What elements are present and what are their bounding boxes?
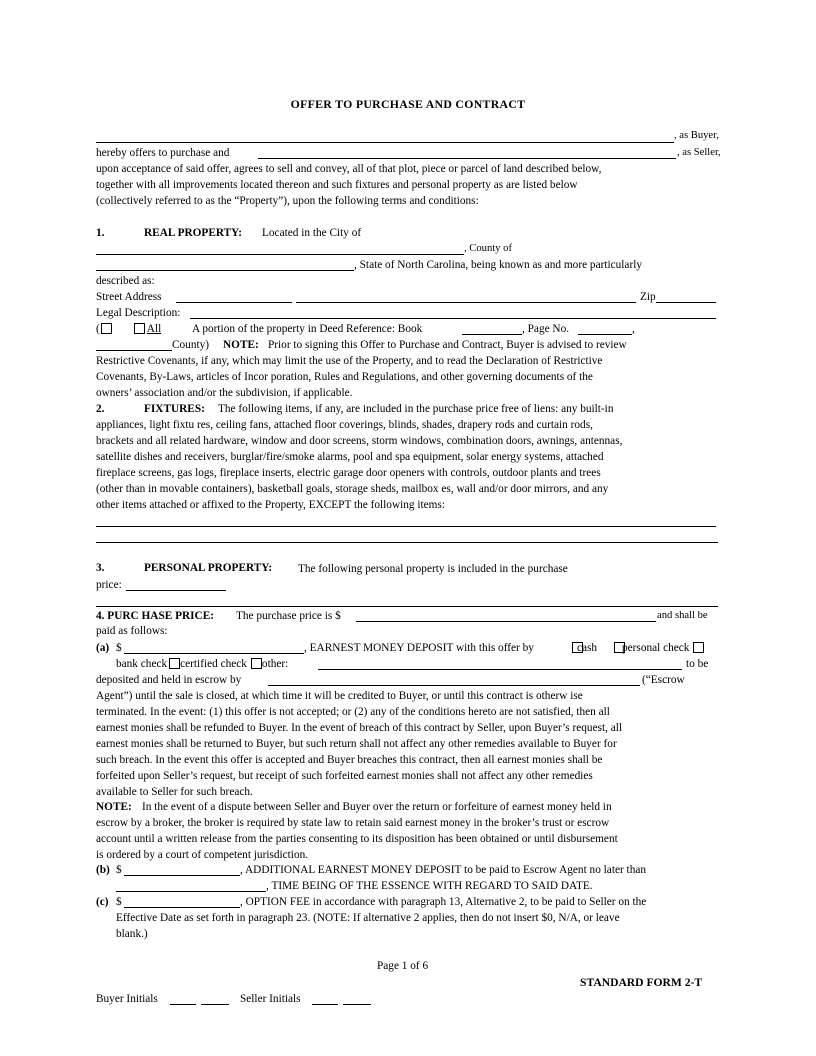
street-address-field[interactable] bbox=[176, 302, 292, 303]
buyer-initials-field-1[interactable] bbox=[170, 1004, 196, 1005]
book-field[interactable] bbox=[462, 334, 522, 335]
county-label: , County of bbox=[464, 243, 512, 254]
item-a-p1: Agent”) until the sale is closed, at which time it will be credited to Buyer, or until this contract is otherw ise bbox=[96, 690, 583, 702]
seller-initials-field-2[interactable] bbox=[343, 1004, 371, 1005]
paid-as-follows: paid as follows: bbox=[96, 625, 168, 637]
bank-check-label: bank check bbox=[116, 658, 168, 670]
city-field[interactable] bbox=[96, 254, 464, 255]
buyer-initials-label: Buyer Initials bbox=[96, 993, 158, 1005]
escrow-text-1: deposited and held in escrow by bbox=[96, 674, 242, 686]
purchase-price-field[interactable] bbox=[356, 621, 656, 622]
section-4-suffix: and shall be bbox=[657, 610, 708, 621]
fixtures-except-field-2[interactable] bbox=[96, 542, 718, 543]
check-type-row bbox=[116, 656, 288, 672]
item-a-p6: forfeited upon Seller’s request, but receipt of such forfeited earnest monies shall not affect any other remedies bbox=[96, 770, 593, 782]
personal-property-field[interactable] bbox=[126, 590, 226, 591]
additional-deposit-field[interactable] bbox=[124, 875, 240, 876]
escrow-agent-field[interactable] bbox=[268, 685, 640, 686]
item-a-text: , EARNEST MONEY DEPOSIT with this offer by bbox=[304, 642, 534, 654]
section-2-text-4: satellite dishes and receivers, burglar/fire/smoke alarms, pool and spa equipment, solar energy systems, attached bbox=[96, 451, 604, 463]
cash-label: cash bbox=[577, 642, 598, 654]
note-1-line-1: Prior to signing this Offer to Purchase and Contract, Buyer is advised to review bbox=[268, 339, 627, 351]
note-label-2: NOTE: bbox=[96, 801, 132, 813]
section-1-heading: REAL PROPERTY: bbox=[144, 227, 243, 239]
open-paren: ( bbox=[96, 323, 100, 335]
other-payment-field[interactable] bbox=[318, 669, 682, 670]
described-as: described as: bbox=[96, 275, 155, 287]
portion-text: A portion of the property in Deed Reference: Book bbox=[192, 323, 423, 335]
deed-reference-row bbox=[96, 321, 161, 337]
note-2-line-4: is ordered by a court of competent jurisdiction. bbox=[96, 849, 309, 861]
section-3-text: The following personal property is included in the purchase bbox=[298, 563, 568, 575]
bank-check-checkbox-top[interactable] bbox=[693, 642, 704, 653]
deed-county-field[interactable] bbox=[96, 350, 172, 351]
personal-property-field-2[interactable] bbox=[96, 606, 718, 607]
note-label-1: NOTE: bbox=[223, 339, 259, 351]
item-a-p4: earnest monies shall be returned to Buyer, but such return shall not affect any other remedies available to Buyer for bbox=[96, 738, 617, 750]
item-b-label: (b) bbox=[96, 864, 110, 876]
all-checkbox[interactable] bbox=[134, 323, 145, 334]
item-c-text: , OPTION FEE in accordance with paragraph 13, Alternative 2, to be paid to Seller on the bbox=[240, 896, 647, 908]
section-1-number: 1. bbox=[96, 227, 105, 239]
section-3-number: 3. bbox=[96, 562, 105, 574]
to-be-label: to be bbox=[686, 658, 709, 670]
section-2-text-2: appliances, light fixtu res, ceiling fans, attached floor coverings, blinds, shades, drapery rods and curtain rods, bbox=[96, 419, 593, 431]
legal-description-label: Legal Description: bbox=[96, 307, 181, 319]
item-b-text-2: , TIME BEING OF THE ESSENCE WITH REGARD TO SAID DATE. bbox=[266, 880, 593, 892]
intro-line-1: upon acceptance of said offer, agrees to sell and convey, all of that plot, piece or parcel of land described below, bbox=[96, 163, 602, 175]
seller-initials-field-1[interactable] bbox=[312, 1004, 338, 1005]
item-a-dollar: $ bbox=[116, 642, 122, 654]
section-2-text-5: fireplace screens, gas logs, fireplace inserts, electric garage door openers with controls, outdoor plants and trees bbox=[96, 467, 601, 479]
certified-check-checkbox[interactable] bbox=[169, 658, 180, 669]
note-1-line-2: Restrictive Covenants, if any, which may limit the use of the Property, and to read the Declaration of Restrictive bbox=[96, 355, 603, 367]
street-address-label: Street Address bbox=[96, 291, 162, 303]
note-2-line-3: account until a written release from the parties consenting to its disposition has been obtained or until disbursement bbox=[96, 833, 618, 845]
item-a-p5: such breach. In the event this offer is accepted and Buyer breaches this contract, then all earnest monies shall be bbox=[96, 754, 603, 766]
section-2-heading: FIXTURES: bbox=[144, 403, 205, 415]
personal-check-label: personal check bbox=[622, 642, 690, 654]
fixtures-except-field-1[interactable] bbox=[96, 526, 716, 527]
legal-description-field[interactable] bbox=[190, 318, 716, 319]
additional-deposit-date-field[interactable] bbox=[116, 891, 266, 892]
section-2-text-6: (other than in movable containers), basketball goals, storage sheds, mailbox es, wall and/or door mirrors, and any bbox=[96, 483, 609, 495]
section-2-text-7: other items attached or affixed to the Property, EXCEPT the following items: bbox=[96, 499, 445, 511]
seller-prefix: hereby offers to purchase and bbox=[96, 147, 230, 159]
cash-option bbox=[572, 640, 597, 656]
county-close: County) bbox=[172, 339, 210, 351]
section-2-number: 2. bbox=[96, 403, 105, 415]
seller-name-field[interactable] bbox=[258, 158, 676, 159]
all-label: All bbox=[146, 323, 162, 335]
section-2-text-1: The following items, if any, are included in the purchase price free of liens: any built-in bbox=[218, 403, 614, 415]
option-fee-field[interactable] bbox=[124, 907, 240, 908]
section-3-price: price: bbox=[96, 579, 122, 591]
comma: , bbox=[632, 323, 635, 335]
note-2-line-2: escrow by a broker, the broker is required by state law to retain said earnest money in the broker’s trust or escrow bbox=[96, 817, 610, 829]
property-checkbox-1[interactable] bbox=[101, 323, 112, 334]
page-number: Page 1 of 6 bbox=[377, 960, 429, 972]
personal-check-option bbox=[614, 640, 704, 656]
buyer-suffix: , as Buyer, bbox=[674, 130, 719, 141]
document-title: OFFER TO PURCHASE AND CONTRACT bbox=[290, 97, 526, 111]
item-b-text: , ADDITIONAL EARNEST MONEY DEPOSIT to be paid to Escrow Agent no later than bbox=[240, 864, 647, 876]
section-4-heading: 4. PURC HASE PRICE: bbox=[96, 610, 214, 622]
page-no-label: , Page No. bbox=[522, 323, 570, 335]
item-b-dollar: $ bbox=[116, 864, 122, 876]
item-c-text-3: blank.) bbox=[116, 928, 148, 940]
item-c-text-2: Effective Date as set forth in paragraph 23. (NOTE: If alternative 2 applies, then do not insert $0, N/A, or leave bbox=[116, 912, 620, 924]
section-4-text: The purchase price is $ bbox=[236, 610, 341, 622]
street-address-field-2[interactable] bbox=[296, 302, 636, 303]
section-3-heading: PERSONAL PROPERTY: bbox=[144, 562, 273, 574]
buyer-name-field[interactable] bbox=[96, 142, 674, 143]
zip-label: Zip bbox=[640, 291, 656, 303]
intro-line-3: (collectively referred to as the “Property”), upon the following terms and conditions: bbox=[96, 195, 479, 207]
item-a-p3: earnest monies shall be refunded to Buyer. In the event of breach of this contract by Seller, upon Buyer’s request, all bbox=[96, 722, 623, 734]
note-1-line-4: owners’ association and/or the subdivision, if applicable. bbox=[96, 387, 353, 399]
seller-initials-label: Seller Initials bbox=[240, 993, 301, 1005]
escrow-text-2: (“Escrow bbox=[642, 674, 685, 686]
seller-suffix: , as Seller, bbox=[677, 147, 721, 158]
item-c-dollar: $ bbox=[116, 896, 122, 908]
item-a-p7: available to Seller for such breach. bbox=[96, 786, 253, 798]
note-2-line-1: In the event of a dispute between Seller and Buyer over the return or forfeiture of earnest money held in bbox=[142, 801, 612, 813]
county-field[interactable] bbox=[96, 270, 354, 271]
item-a-label: (a) bbox=[96, 642, 110, 654]
item-a-p2: terminated. In the event: (1) this offer is not accepted; or (2) any of the conditions hereto are not satisfied, then all bbox=[96, 706, 610, 718]
state-text: , State of North Carolina, being known as and more particularly bbox=[354, 259, 642, 271]
buyer-initials-field-2[interactable] bbox=[201, 1004, 229, 1005]
zip-field[interactable] bbox=[656, 302, 716, 303]
note-1-line-3: Covenants, By-Laws, articles of Incor poration, Rules and Regulations, and other governing documents of the bbox=[96, 371, 593, 383]
section-1-text: Located in the City of bbox=[262, 227, 362, 239]
intro-line-2: together with all improvements located thereon and such fixtures and personal property as are listed below bbox=[96, 179, 578, 191]
certified-check-label: certified check bbox=[180, 658, 247, 670]
page-no-field[interactable] bbox=[578, 334, 632, 335]
earnest-money-field[interactable] bbox=[124, 653, 304, 654]
standard-form-label: STANDARD FORM 2-T bbox=[580, 976, 703, 989]
other-checkbox[interactable] bbox=[251, 658, 262, 669]
section-2-text-3: brackets and all related hardware, window and door screens, storm windows, combination doors, awnings, antennas, bbox=[96, 435, 623, 447]
item-c-label: (c) bbox=[96, 896, 109, 908]
other-label: other: bbox=[261, 658, 289, 670]
